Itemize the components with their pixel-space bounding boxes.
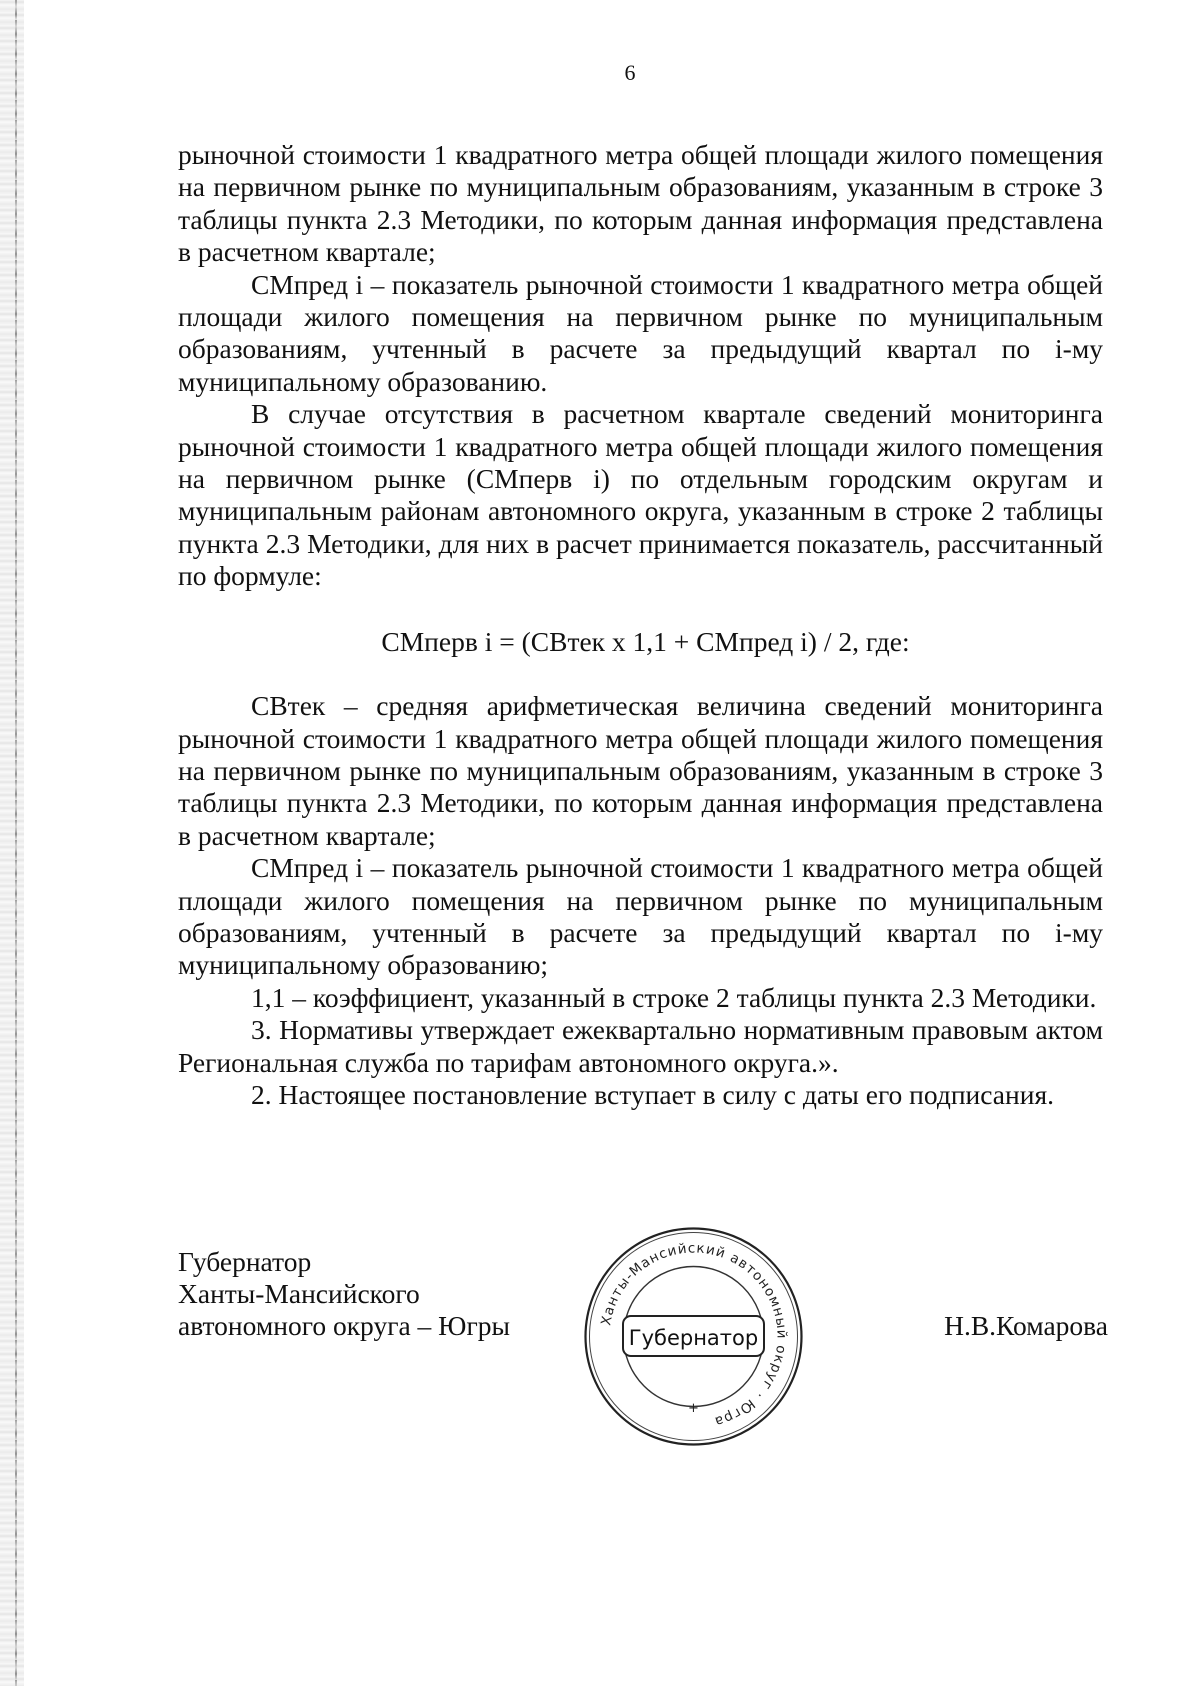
signatory-title [178, 1246, 510, 1342]
signatory-title-line: автономного округа – Югры [178, 1310, 510, 1341]
paragraph-coefficient: 1,1 – коэффициент, указанный в строке 2 таблицы пункта 2.3 Методики. [251, 981, 1097, 1013]
paragraph-svtek-definition: СВтек – средняя арифметическая величина сведений мониторинга рыночной стоимости 1 квадратного метра общей площади жилого помещения на первичном рынке по муниципальным образованиям, указанным в строке 3 таблицы пункта 2.3 Методики, по которым данная информация представлена в расчетном квартале; [178, 690, 1103, 851]
signatory-name: Н.В.Комарова [944, 1310, 1108, 1341]
paragraph-smpred-definition-2: СМпред i – показатель рыночной стоимости 1 квадратного метра общей площади жилого помещения на первичном рынке по муниципальным образованиям, учтенный в расчете за предыдущий квартал по i-му муниципальному образованию; [178, 852, 1103, 981]
paragraph-continuation: рыночной стоимости 1 квадратного метра общей площади жилого помещения на первичном рынке по муниципальным образованиям, указанным в строке 3 таблицы пункта 2.3 Методики, по которым данная информация представлена в расчетном квартале; [178, 139, 1103, 268]
scan-binding-line [15, 0, 17, 1686]
scan-edge-artifact [0, 0, 24, 1686]
document-body [178, 139, 1103, 1111]
paragraph-absence-case: В случае отсутствия в расчетном квартале сведений мониторинга рыночной стоимости 1 квадратного метра общей площади жилого помещения на первичном рынке (СМперв i) по отдельным городским округам и муниципальным районам автономного округа, указанным в строке 2 таблицы пункта 2.3 Методики, для них в расчет принимается показатель, рассчитанный по формуле: [178, 398, 1103, 592]
page-number: 6 [624, 60, 636, 85]
paragraph-item-2: 2. Настоящее постановление вступает в силу с даты его подписания. [251, 1078, 1054, 1110]
official-seal-stamp [581, 1224, 806, 1449]
signatory-title-line: Губернатор [178, 1246, 312, 1277]
formula: СМперв i = (СВтек x 1,1 + СМпред i) / 2, где: [381, 625, 910, 657]
seal-ring-text: Ханты-Мансийский автономный округ · Югра [598, 1240, 790, 1430]
paragraph-item-3: 3. Нормативы утверждает ежеквартально нормативным правовым актом Региональная служба по тарифам автономного округа.». [178, 1014, 1103, 1078]
signatory-title-line: Ханты-Мансийского [178, 1278, 420, 1309]
paragraph-smpred-definition: СМпред i – показатель рыночной стоимости 1 квадратного метра общей площади жилого помещения на первичном рынке по муниципальным образованиям, учтенный в расчете за предыдущий квартал по i-му муниципальному образованию. [178, 268, 1103, 397]
seal-star-icon: + [688, 1401, 699, 1416]
seal-center-text: Губернатор [628, 1326, 759, 1350]
